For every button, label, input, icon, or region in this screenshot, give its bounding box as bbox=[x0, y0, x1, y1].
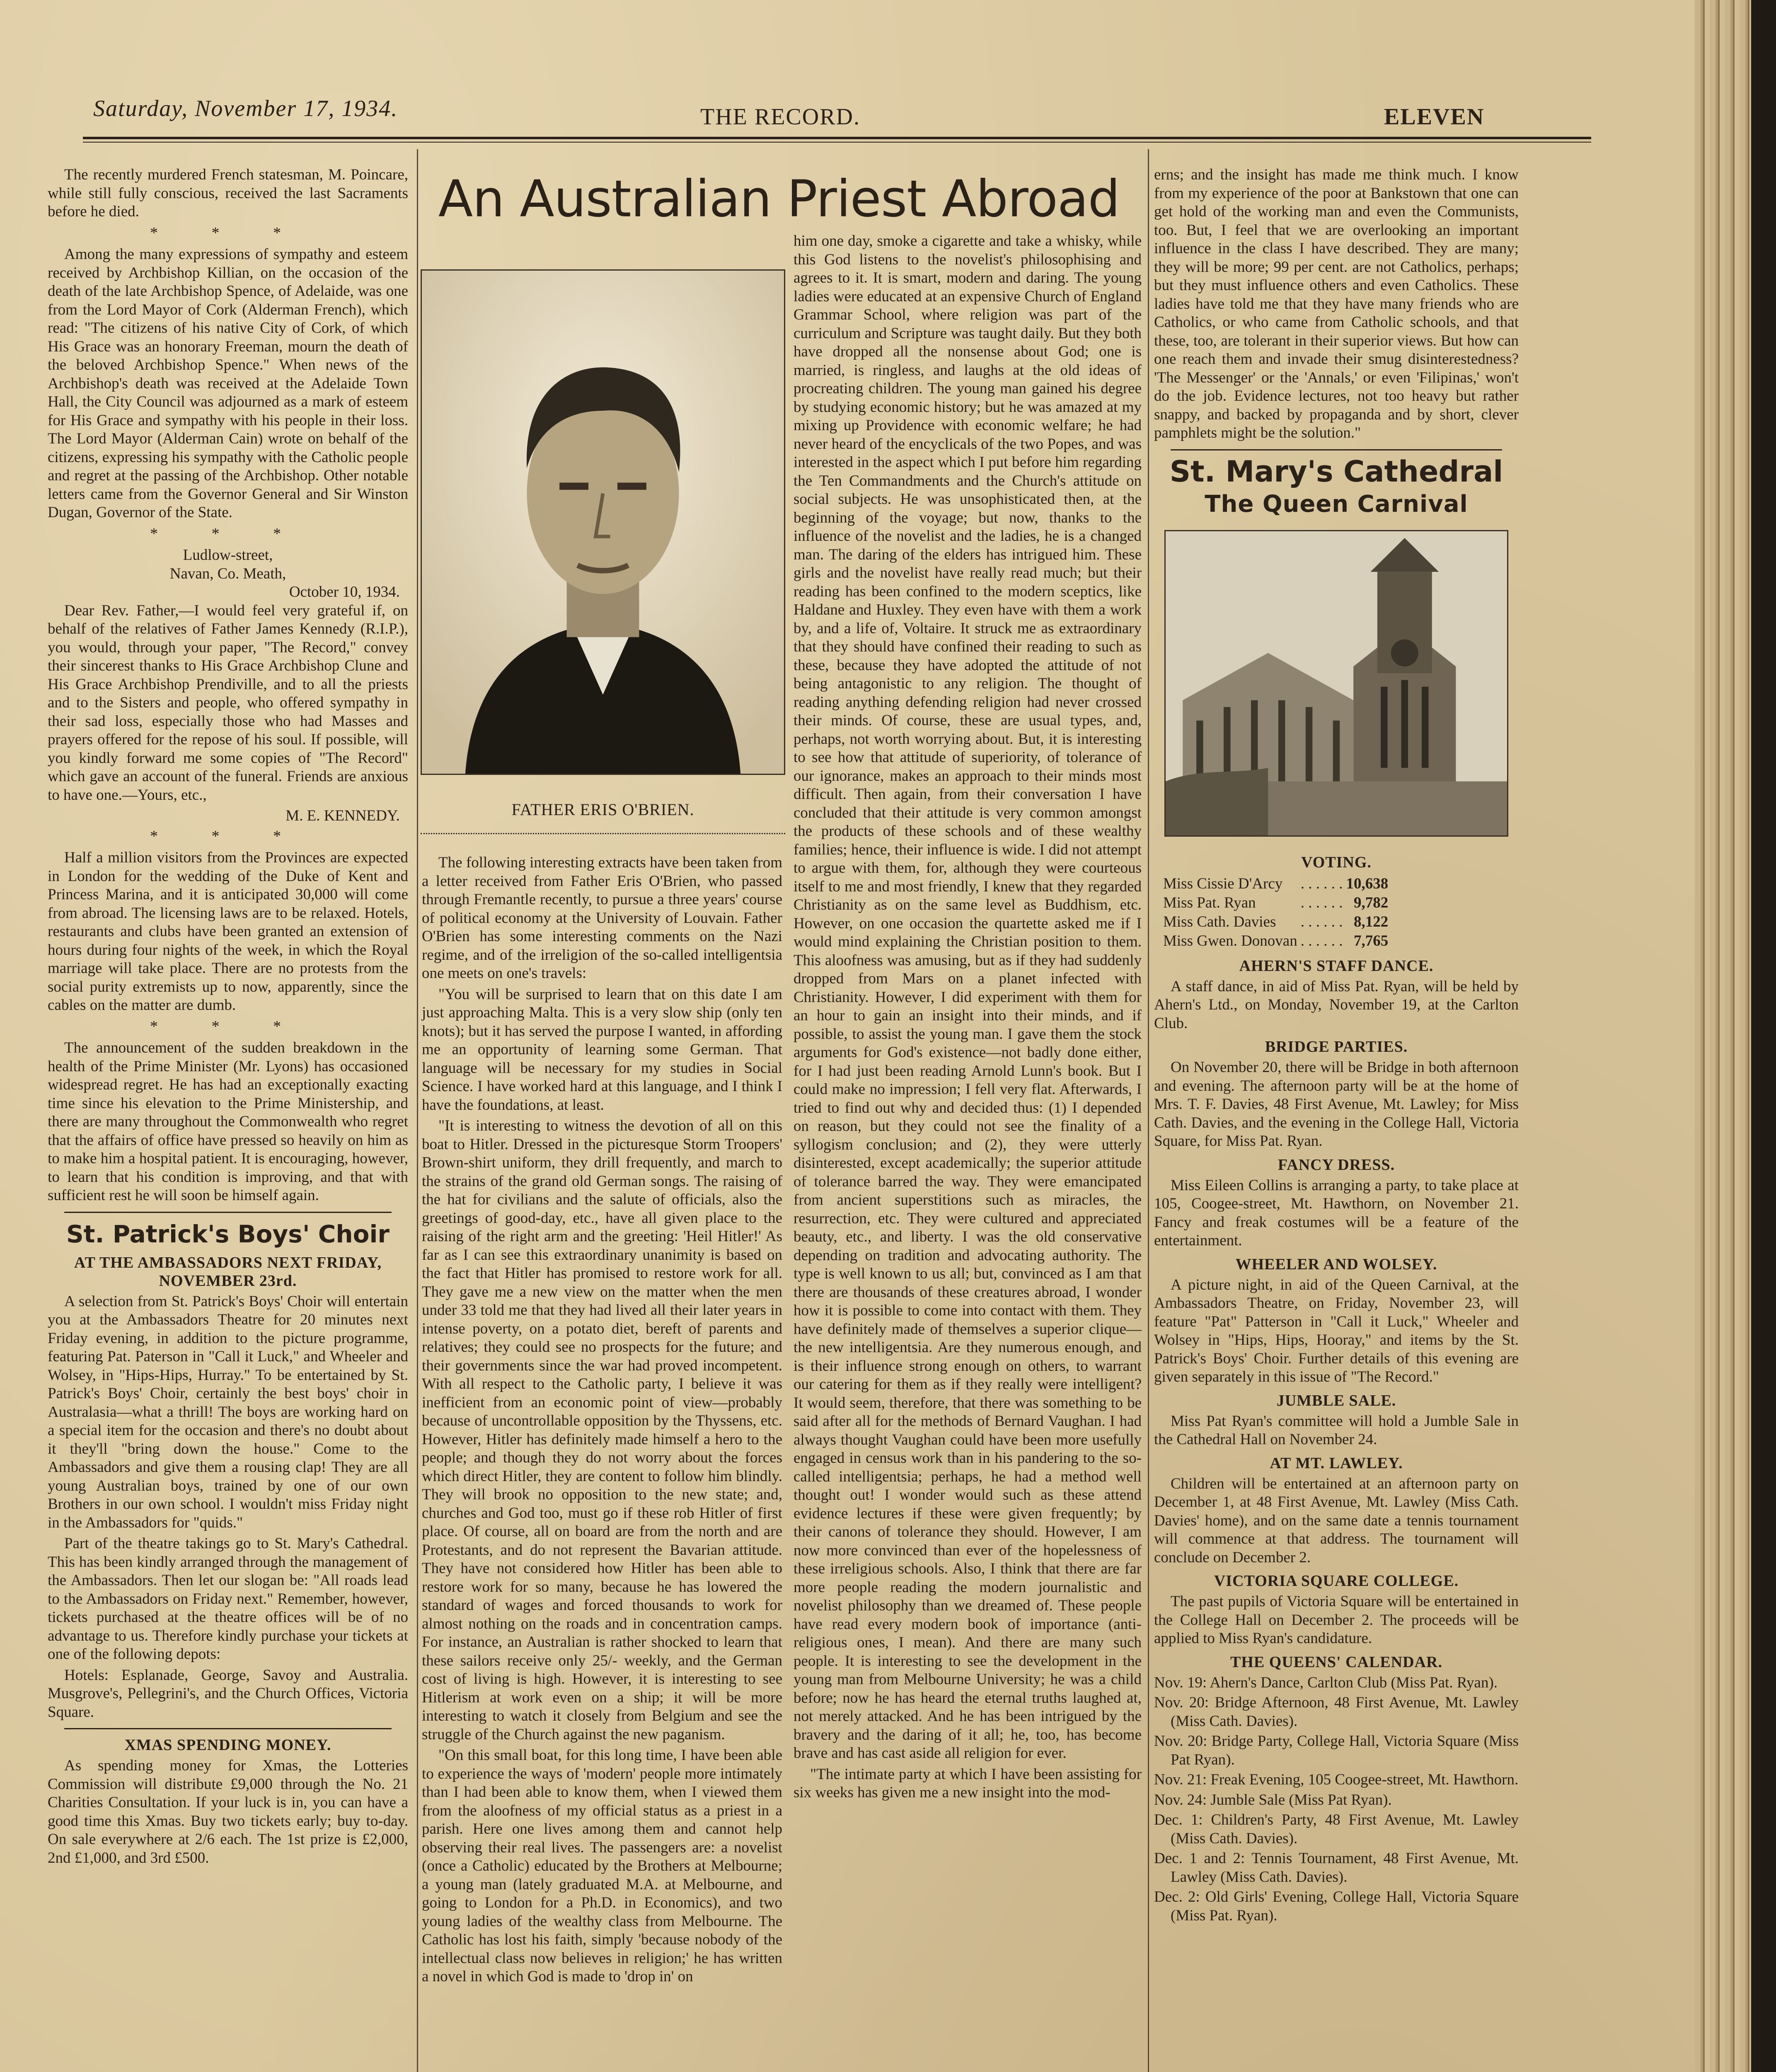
masthead-rule-thin bbox=[83, 142, 1591, 143]
carnival-subheading: The Queen Carnival bbox=[1205, 490, 1468, 518]
poincare-paragraph: The recently murdered French statesman, M. Poincare, while still fully conscious, received the last Sacraments before he died. bbox=[48, 166, 408, 220]
royal-wedding-paragraph: Half a million visitors from the Provinces are expected in London for the wedding of the Duke of Kent and Princess Marina, and it is anticipated 30,000 will come from abroad. The licensing laws are to be relaxed. Hotels, restaurants and clubs have been granted an extension of hours during four nights of the week, in which the Royal marriage will take place. There are no protests from the social purity extremists up to now, apparently, since the cables on the matter are dumb. bbox=[48, 849, 408, 1014]
jumble-sale-heading: JUMBLE SALE. bbox=[1276, 1392, 1396, 1409]
letter-date: October 10, 1934. bbox=[289, 583, 400, 600]
vote-count: 9,782 bbox=[1353, 894, 1389, 911]
column-divider bbox=[1148, 149, 1149, 2072]
feature-column-1 bbox=[422, 854, 782, 1989]
priest-portrait-photo bbox=[421, 269, 785, 775]
mt-lawley-text: Children will be entertained at an afternoon party on December 1, at 48 First Avenue, Mt. Lawley (Miss Cath. Davies' home), and on the same date a tennis tournament will commence at that address. The tournament will conclude on December 2. bbox=[1154, 1475, 1519, 1566]
book-binding-edge bbox=[1695, 0, 1776, 2072]
list-item: Dec. 1: Children's Party, 48 First Avenue, Mt. Lawley (Miss Cath. Davies). bbox=[1154, 1811, 1519, 1847]
choir-paragraph-1: A selection from St. Patrick's Boys' Choir will entertain you at the Ambassadors Theatre for 20 minutes next Friday evening, in addition to the picture programme, featuring Pat. Paterson in "Call it Luck," and Wheeler and Wolsey, in "Hips-Hips, Hurray." To be entertained by St. Patrick's Boys' Choir, certainly the best boys' choir in Australasia—what a thrill! The boys are working hard on a special item for the occasion and there's no doubt about it they'll "bring down the house." Come to the Ambassadors and give them a rousing clap! They are all young Australian boys, trained by one of our own Brothers in our own school. I wouldn't miss Friday night in the Ambassadors for "quids." bbox=[48, 1293, 408, 1531]
table-row bbox=[1163, 932, 1391, 950]
wheeler-wolsey-heading: WHEELER AND WOLSEY. bbox=[1235, 1255, 1437, 1273]
list-item: Nov. 20: Bridge Party, College Hall, Victoria Square (Miss Pat Ryan). bbox=[1154, 1733, 1519, 1768]
feature-headline: An Australian Priest Abroad bbox=[438, 169, 1120, 228]
candidate-name: Miss Cissie D'Arcy bbox=[1163, 875, 1283, 892]
staff-dance-text: A staff dance, in aid of Miss Pat. Ryan, will be held by Ahern's Ltd., on Monday, November 19, at the Carlton Club. bbox=[1154, 978, 1519, 1032]
jumble-sale-text: Miss Pat Ryan's committee will hold a Jumble Sale in the Cathedral Hall on November 24. bbox=[1154, 1412, 1519, 1448]
masthead-paper-name: THE RECORD. bbox=[700, 104, 860, 130]
prime-minister-paragraph: The announcement of the sudden breakdown in the health of the Prime Minister (Mr. Lyons) has occasioned widespread regret. He has had an exceptionally exacting time since his elevation to the Prime Ministership, and there are many throughout the Commonwealth who regret that the affairs of office have pressed so heavily on him as to make him a hospital patient. It is encouraging, however, to learn that his condition is improving, and that with sufficient rest he will soon be himself again. bbox=[48, 1039, 408, 1204]
dots: . . . . . . bbox=[1300, 913, 1343, 930]
photo-caption: FATHER ERIS O'BRIEN. bbox=[511, 800, 694, 819]
choir-subheading: AT THE AMBASSADORS NEXT FRIDAY, NOVEMBER 23rd. bbox=[74, 1254, 382, 1290]
list-item: Nov. 21: Freak Evening, 105 Coogee-street, Mt. Hawthorn. bbox=[1154, 1771, 1519, 1788]
xmas-heading: XMAS SPENDING MONEY. bbox=[124, 1736, 331, 1754]
binding-shadow bbox=[1751, 0, 1776, 2072]
fancy-dress-text: Miss Eileen Collins is arranging a party, to take place at 105, Coogee-street, Mt. Hawthorn, on November 21. Fancy and freak costumes will be a feature of the entertainment. bbox=[1154, 1176, 1519, 1249]
feature-paragraph-hitler: "It is interesting to witness the devotion of all on this boat to Hitler. Dressed in the picturesque Storm Troopers' Brown-shirt uniform, they drill frequently, and march to the strains of the grand old German songs. The raising of the hat for civilians and the salute of officials, also the greetings of good-day, etc., have all given place to the raising of the right arm and the greeting: 'Heil Hitler!' As far as I can see this extraordinary unanimity is based on the fact that Hitler has promised to restore work for all. They gave me a new view on the matter when the men under 33 told me that they had lived all their later years in intense poverty, on a potato diet, bereft of parents and relatives; they could see no prospects for the future; and their governments since the war had proved incompetent. With all respect to the Catholic party, I believe it was inefficient from an economic point of view—probably because of uncontrollable opposition by the Thyssens, etc. However, Hitler has definitely made himself a hero to the people; and though they do not worry about the forces which direct Hitler, they are content to follow him blindly. They will brook no opposition to the new state; and, churches and God too, must go if these rob Hitler of first place. Of course, all on board are from the north and are Protestants, and do not represent the Bavarian attitude. They have not considered how Hitler has been able to restore work for so many, because he has lowered the standard of wages and forced thousands to work for almost nothing on the roads and in concentration camps. For instance, an Australian is rather shocked to learn that these sailors receive only 25/- weekly, and the German cost of living is high. However, it is interesting to see Hitlerism at work even on a ship; it will be more interesting to watch it closely from Belgium and see the struggle of the Church against the new paganism. bbox=[422, 1117, 782, 1743]
choir-paragraph-3: Hotels: Esplanade, George, Savoy and Australia. Musgrove's, Pellegrini's, and the Church Offices, Victoria Square. bbox=[48, 1666, 408, 1721]
list-item: Nov. 20: Bridge Afternoon, 48 First Avenue, Mt. Lawley (Miss Cath. Davies). bbox=[1154, 1694, 1519, 1730]
choir-paragraph-2: Part of the theatre takings go to St. Mary's Cathedral. This has been kindly arranged through the management of the Ambassadors. Then let our slogan be: "All roads lead to the Ambassadors on Friday next." Remember, however, tickets purchased at the theatre offices will be of no advantage to us. Therefore kindly purchase your tickets at one of the following depots: bbox=[48, 1535, 408, 1663]
letter-signature: M. E. KENNEDY. bbox=[286, 807, 400, 824]
dots: . . . . . . bbox=[1300, 932, 1343, 949]
feature-paragraph-malta: "You will be surprised to learn that on this date I am just approaching Malta. This is a very slow ship (only ten knots); but it has served the purpose I wanted, in affording me an opportunity of learning some German. That language will be necessary for my studies in Social Science. I have worked hard at this language, and I think I have the foundations, at least. bbox=[422, 985, 782, 1113]
candidate-name: Miss Pat. Ryan bbox=[1163, 894, 1256, 911]
queens-calendar-heading: THE QUEENS' CALENDAR. bbox=[1230, 1653, 1442, 1671]
letter-address-street: Ludlow-street, bbox=[183, 547, 273, 564]
list-item: Dec. 2: Old Girls' Evening, College Hall, Victoria Square (Miss Pat. Ryan). bbox=[1154, 1888, 1519, 1924]
cathedral-headline: St. Mary's Cathedral bbox=[1169, 454, 1503, 489]
section-rule bbox=[64, 1212, 392, 1213]
kennedy-letter: Dear Rev. Father,—I would feel very grateful if, on behalf of the relatives of Father James Kennedy (R.I.P.), you would, through your paper, "The Record," convey their sincerest thanks to His Grace Archbishop Clune and His Grace Archbishop Prendiville, and to all the priests and to the Sisters and people, who offered sympathy in their sad loss, especially those who had Masses and prayers offered for the repose of his soul. If possible, will you kindly forward me some copies of "The Record" which gave an account of the funeral. Friends are anxious to have one.—Yours, etc., bbox=[48, 602, 408, 804]
calendar-list bbox=[1154, 1674, 1519, 1925]
masthead-rule bbox=[83, 137, 1591, 139]
choir-headline: St. Patrick's Boys' Choir bbox=[66, 1220, 390, 1248]
feature-paragraph-passengers: "On this small boat, for this long time, I have been able to experience the ways of 'modern' people more intimately than I had been able to know them, when I viewed them from the aloofness of my official status as a priest in a parish. Here one lives among them and cannot help observing their real lives. The passengers are: a novelist (once a Catholic) educated by the Brothers at Melbourne; a young man (lately graduated M.A. at Melbourne, and going to London for a Ph.D. in Economics), and two young ladies of the wealthy class from Melbourne. The Catholic has lost his faith, simply 'because nobody of the intellectual class now believes in religion;' he has written a novel in which God is made to 'drop in' on bbox=[422, 1747, 782, 1985]
list-item: Nov. 24: Jumble Sale (Miss Pat Ryan). bbox=[1154, 1791, 1392, 1808]
separator-stars: * * * bbox=[150, 1017, 306, 1035]
bridge-parties-text: On November 20, there will be Bridge in both afternoon and evening. The afternoon party will be at the home of Mrs. T. F. Davies, 48 First Avenue, Mt. Lawley; for Miss Cath. Davies, and the evening in the College Hall, Victoria Square, for Miss Pat. Ryan. bbox=[1154, 1059, 1519, 1150]
caption-rule bbox=[421, 833, 785, 834]
table-row bbox=[1163, 875, 1391, 893]
feature-column-2 bbox=[794, 232, 1142, 1805]
column-divider bbox=[417, 149, 418, 2072]
feature-paragraph-intimate-party: "The intimate party at which I have been assisting for six weeks has given me a new insight into the mod- bbox=[794, 1765, 1142, 1801]
vote-count: 10,638 bbox=[1346, 875, 1389, 892]
spence-paragraph: Among the many expressions of sympathy and esteem received by Archbishop Killian, on the occasion of the death of the late Archbishop Spence, of Adelaide, was one from the Lord Mayor of Cork (Alderman French), which read: "The citizens of his native City of Cork, of which His Grace was an honorary Freeman, mourn the death of the beloved Archbishop Spence." When news of the Archbishop's death was received at the Adelaide Town Hall, the City Council was adjourned as a mark of esteem for His Grace and sympathy with his people in their loss. The Lord Mayor (Alderman Cain) wrote on behalf of the citizens, expressing his sympathy with the Catholic people and regret at the passing of the Archbishop. Other notable letters came from the Governor General and Sir Winston Dugan, Governor of the State. bbox=[48, 246, 408, 521]
bridge-parties-heading: BRIDGE PARTIES. bbox=[1265, 1038, 1408, 1055]
wheeler-wolsey-text: A picture night, in aid of the Queen Carnival, at the Ambassadors Theatre, on Friday, November 23, will feature "Pat" Patterson in "Call it Luck," Wheeler and Wolsey in "Hips, Hips, Hooray," and items by the St. Patrick's Boys' Choir. Further details of this evening are given separately in this issue of "The Record." bbox=[1154, 1276, 1519, 1385]
list-item: Nov. 19: Ahern's Dance, Carlton Club (Miss Pat. Ryan). bbox=[1154, 1674, 1498, 1691]
list-item: Dec. 1 and 2: Tennis Tournament, 48 First Avenue, Mt. Lawley (Miss Cath. Davies). bbox=[1154, 1850, 1519, 1886]
table-row bbox=[1163, 913, 1391, 931]
section-rule bbox=[64, 1728, 392, 1729]
masthead-date: Saturday, November 17, 1934. bbox=[93, 96, 398, 121]
feature-paragraph-continued: him one day, smoke a cigarette and take a whisky, while this God listens to the novelist's philosophising and agrees to it. It is smart, modern and daring. The young ladies were educated at an expensive Church of England Grammar School, where religion was part of the curriculum and Scripture was taught daily. But they both have dropped all the nonsense about God; one is married, is ringless, and laughs at the old ideas of procreating children. The young man gained his degree by studying economic history; but he was amazed at my mixing up Providence with economic welfare; he had never heard of the encyclicals of the two Popes, and was interested in the aspect which I put before him regarding the Ten Commandments and the Church's attitude on social subjects. He was unsophisticated then, at the beginning of the voyage; but now, thanks to the influence of the novelist and the ladies, he is a changed man. The daring of the elders has intrigued him. These girls and the novelist have really read much; but their reading has been confined to the modern sceptics, like Haldane and Huxley. They even have with them a work by, and a life of, Voltaire. It struck me as extraordinary that they should have confined their reading to such as these, because they have adopted the attitude of not being antagonistic to any religion. The thought of reading anything defending religion had never crossed their minds. Of course, these are usual types, and, perhaps, not worth worrying about. But, it is interesting to see how that attitude of superiority, of tolerance of our ignorance, makes an approach to their minds most difficult. Then again, from their conversation I have concluded that their attitude is very common amongst the products of these schools and of these wealthy families; hence, their influence is wide. I did not attempt to argue with them, for, although they were courteous itself to me and most friendly, I knew that they regarded Christianity as on the same level as Buddhism, etc. However, on one occasion the quartette asked me if I would mind explaining the Christian position to them. This aloofness was amusing, but as if they had suddenly dropped from Mars on a planet infected with Christianity. However, I did experiment with them for an hour to gain an insight into their minds, and if possible, to assist the young man. I gave them the stock arguments for God's existence—not badly done either, for I had just been reading Arnold Lunn's book. But I could make no impression; I fell very flat. Afterwards, I tried to find out why and decided thus: (1) I depended on reason, but they could not see the finality of a syllogism conclusion; and (2), they were utterly disinterested, except academically; the superior attitude of tolerance barred the way. They were emancipated from ancient superstitions such as miracles, the resurrection, etc. They were cultured and appreciated beauty, etc., and liberty. I was the old conservative depending on tradition and advocating authority. The type is well known to us all; but, convinced as I am that there are thousands of these creatures abroad, I wonder how it is possible to come into contact with them. They have definitely made of themselves a superior clique—the new intelligentsia. Are they numerous enough, and is their influence strong enough on others, to warrant our catering for them as if they really were intelligent? It would seem, therefore, that there was something to be said after all for the methods of Bernard Vaughan. I had always thought Vaughan could have been more usefully engaged in census work than in his pandering to the so-called intelligentsia; perhaps, he had a method well thought out! I wonder would such as these attend evidence lectures if these were given frequently; by their canons of tolerance they should. However, I am now more convinced than ever of the hopelessness of these irreligious schools. Also, I think that there are far more people reading the modern journalistic and novelist philosophy than we dreamed of. These people have read every modern book of importance (anti-religious ones, I mean). And there are many such people. It is interesting to see the development in the young man from Melbourne University; he was a child before; now he has heard the eternal truths laughed at, not merely attacked. And he has been intrigued by the bravery and the daring of it all; he, too, has become brave and has cast aside all religion for ever. bbox=[794, 232, 1142, 1762]
voting-heading: VOTING. bbox=[1301, 853, 1372, 871]
dots: . . . . . . bbox=[1300, 875, 1343, 892]
separator-stars: * * * bbox=[150, 224, 306, 242]
victoria-square-text: The past pupils of Victoria Square will be entertained in the College Hall on December 2. The proceeds will be applied to Miss Ryan's candidature. bbox=[1154, 1593, 1519, 1647]
letter-address-town: Navan, Co. Meath, bbox=[169, 565, 286, 582]
right-column bbox=[1154, 166, 1519, 1927]
left-column bbox=[48, 166, 408, 1870]
table-row bbox=[1163, 894, 1391, 912]
feature-paragraph-end: erns; and the insight has made me think much. I know from my experience of the poor at Bankstown that one can get hold of the working man and even the Communists, too. But, I feel that we are overlooking an important influence in the class I have described. They are many; they will be more; 99 per cent. are not Catholics, perhaps; but they must influence others and even Catholics. These ladies have told me that they have many friends who are Catholics, or who came from Catholic schools, and that these, too, are tolerant in their superior views. But how can one reach them and invade their smug disinterestedness? 'The Messenger' or the 'Annals,' or even 'Filipinas,' won't do the job. Evidence lectures, not too heavy but rather snappy, and backed by propaganda and by short, clever pamphlets might be the solution." bbox=[1154, 166, 1519, 441]
portrait-image bbox=[422, 271, 784, 774]
masthead-page-number: ELEVEN bbox=[1384, 104, 1485, 130]
vote-count: 7,765 bbox=[1353, 932, 1389, 949]
cathedral-photo bbox=[1164, 530, 1508, 837]
dots: . . . . . . bbox=[1300, 894, 1343, 911]
candidate-name: Miss Gwen. Donovan bbox=[1163, 932, 1297, 949]
staff-dance-heading: AHERN'S STAFF DANCE. bbox=[1239, 957, 1434, 975]
victoria-square-heading: VICTORIA SQUARE COLLEGE. bbox=[1214, 1572, 1459, 1590]
mt-lawley-heading: AT MT. LAWLEY. bbox=[1270, 1454, 1403, 1472]
section-rule bbox=[1171, 449, 1502, 450]
separator-stars: * * * bbox=[150, 525, 306, 542]
feature-intro: The following interesting extracts have been taken from a letter received from Father Eris O'Brien, who passed through Fremantle recently, to pursue a three years' course of political economy at the University of Louvain. Father O'Brien has some interesting comments on the Nazi regime, and of the irreligion of the so-called intelligentsia one meets on one's travels: bbox=[422, 854, 782, 982]
separator-stars: * * * bbox=[150, 827, 306, 845]
cathedral-image bbox=[1166, 531, 1507, 835]
voting-table bbox=[1162, 874, 1391, 951]
candidate-name: Miss Cath. Davies bbox=[1163, 913, 1276, 930]
vote-count: 8,122 bbox=[1353, 913, 1389, 930]
fancy-dress-heading: FANCY DRESS. bbox=[1278, 1156, 1395, 1174]
xmas-paragraph: As spending money for Xmas, the Lotteries Commission will distribute £9,000 through the No. 21 Charities Consultation. If your luck is in, you can have a good time this Xmas. Buy two tickets early; buy to-day. On sale everywhere at 2/6 each. The 1st prize is £2,000, 2nd £1,000, and 3rd £500. bbox=[48, 1757, 408, 1866]
